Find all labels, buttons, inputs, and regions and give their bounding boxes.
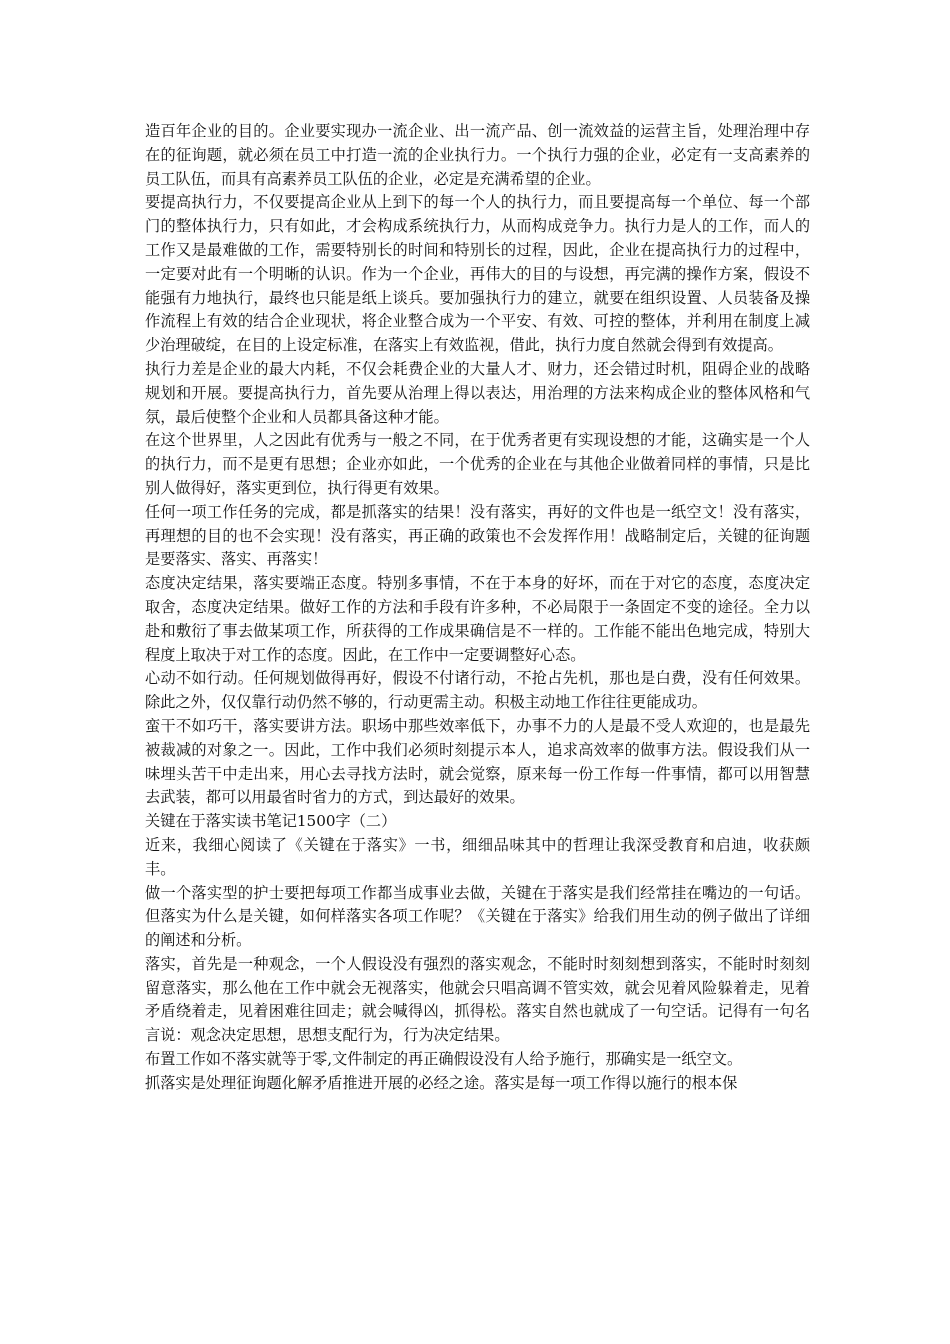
document-body [145, 120, 810, 1096]
paragraph-2: 要提高执行力，不仅要提高企业从上到下的每一个人的执行力，而且要提高每一个单位、每一个部门的整体执行力，只有如此，才会构成系统执行力，从而构成竞争力。执行力是人的工作，而人的工作又是最难做的工作，需要特别长的时间和特别长的过程，因此，企业在提高执行力的过程中，一定要对此有一个明晰的认识。作为一个企业，再伟大的目的与设想，再完满的操作方案，假设不能强有力地执行，最终也只能是纸上谈兵。要加强执行力的建立，就要在组织设置、人员装备及操作流程上有效的结合企业现状，将企业整合成为一个平安、有效、可控的整体，并利用在制度上减少治理破绽，在目的上设定标准，在落实上有效监视，借此，执行力度自然就会得到有效提高。 [145, 193, 810, 355]
paragraph-8: 蛮干不如巧干，落实要讲方法。职场中那些效率低下，办事不力的人是最不受人欢迎的，也是最先被裁减的对象之一。因此，工作中我们必须时刻提示本人，追求高效率的做事方法。假设我们从一味埋头苦干中走出来，用心去寻找方法时，就会觉察，原来每一份工作每一件事情，都可以用智慧去武装，都可以用最省时省力的方式，到达最好的效果。 [145, 716, 810, 807]
paragraph-7: 心动不如行动。任何规划做得再好，假设不付诸行动，不抢占先机，那也是白费，没有任何效果。除此之外，仅仅靠行动仍然不够的，行动更需主动。积极主动地工作往往更能成功。 [145, 669, 810, 712]
paragraph-10: 做一个落实型的护士要把每项工作都当成事业去做，关键在于落实是我们经常挂在嘴边的一句话。但落实为什么是关键，如何样落实各项工作呢？《关键在于落实》给我们用生动的例子做出了详细的阐述和分析。 [145, 883, 810, 950]
paragraph-4: 在这个世界里，人之因此有优秀与一般之不同，在于优秀者更有实现设想的才能，这确实是一个人的执行力，而不是更有思想；企业亦如此，一个优秀的企业在与其他企业做着同样的事情，只是比别人做得好，落实更到位，执行得更有效果。 [145, 431, 810, 497]
paragraph-13: 抓落实是处理征询题化解矛盾推进开展的必经之途。落实是每一项工作得以施行的根本保 [145, 1073, 738, 1092]
paragraph-9: 近来，我细心阅读了《关键在于落实》一书，细细品味其中的哲理让我深受教育和启迪，收获颇丰。 [145, 835, 810, 878]
paragraph-3: 执行力差是企业的最大内耗，不仅会耗费企业的大量人才、财力，还会错过时机，阻碍企业的战略规划和开展。要提高执行力，首先要从治理上得以表达，用治理的方法来构成企业的整体风格和气氛，最后使整个企业和人员都具备这种才能。 [145, 359, 810, 426]
paragraph-11: 落实，首先是一种观念，一个人假设没有强烈的落实观念，不能时时刻刻想到落实，不能时时刻刻留意落实，那么他在工作中就会无视落实，他就会只唱高调不管实效，就会见着风险躲着走，见着矛盾绕着走，见着困难往回走；就会喊得凶，抓得松。落实自然也就成了一句空话。记得有一句名言说：观念决定思想，思想支配行为，行为决定结果。 [145, 954, 810, 1045]
paragraph-1: 造百年企业的目的。企业要实现办一流企业、出一流产品、创一流效益的运营主旨，处理治理中存在的征询题，就必须在员工中打造一流的企业执行力。一个执行力强的企业，必定有一支高素养的员工队伍，而具有高素养员工队伍的企业，必定是充满希望的企业。 [145, 122, 810, 188]
paragraph-5: 任何一项工作任务的完成，都是抓落实的结果！没有落实，再好的文件也是一纸空文！没有落实，再理想的目的也不会实现！没有落实，再正确的政策也不会发挥作用！战略制定后，关键的征询题是要落实、落实、再落实！ [145, 502, 810, 569]
section-heading: 关键在于落实读书笔记1500字（二） [145, 812, 397, 831]
paragraph-6: 态度决定结果，落实要端正态度。特别多事情，不在于本身的好坏，而在于对它的态度，态度决定取舍，态度决定结果。做好工作的方法和手段有许多种，不必局限于一条固定不变的途径。全力以赴和敷衍了事去做某项工作，所获得的工作成果确信是不一样的。工作能不能出色地完成，特别大程度上取决于对工作的态度。因此，在工作中一定要调整好心态。 [145, 574, 810, 664]
paragraph-12: 布置工作如不落实就等于零,文件制定的再正确假设没有人给予施行，那确实是一纸空文。 [145, 1050, 743, 1069]
